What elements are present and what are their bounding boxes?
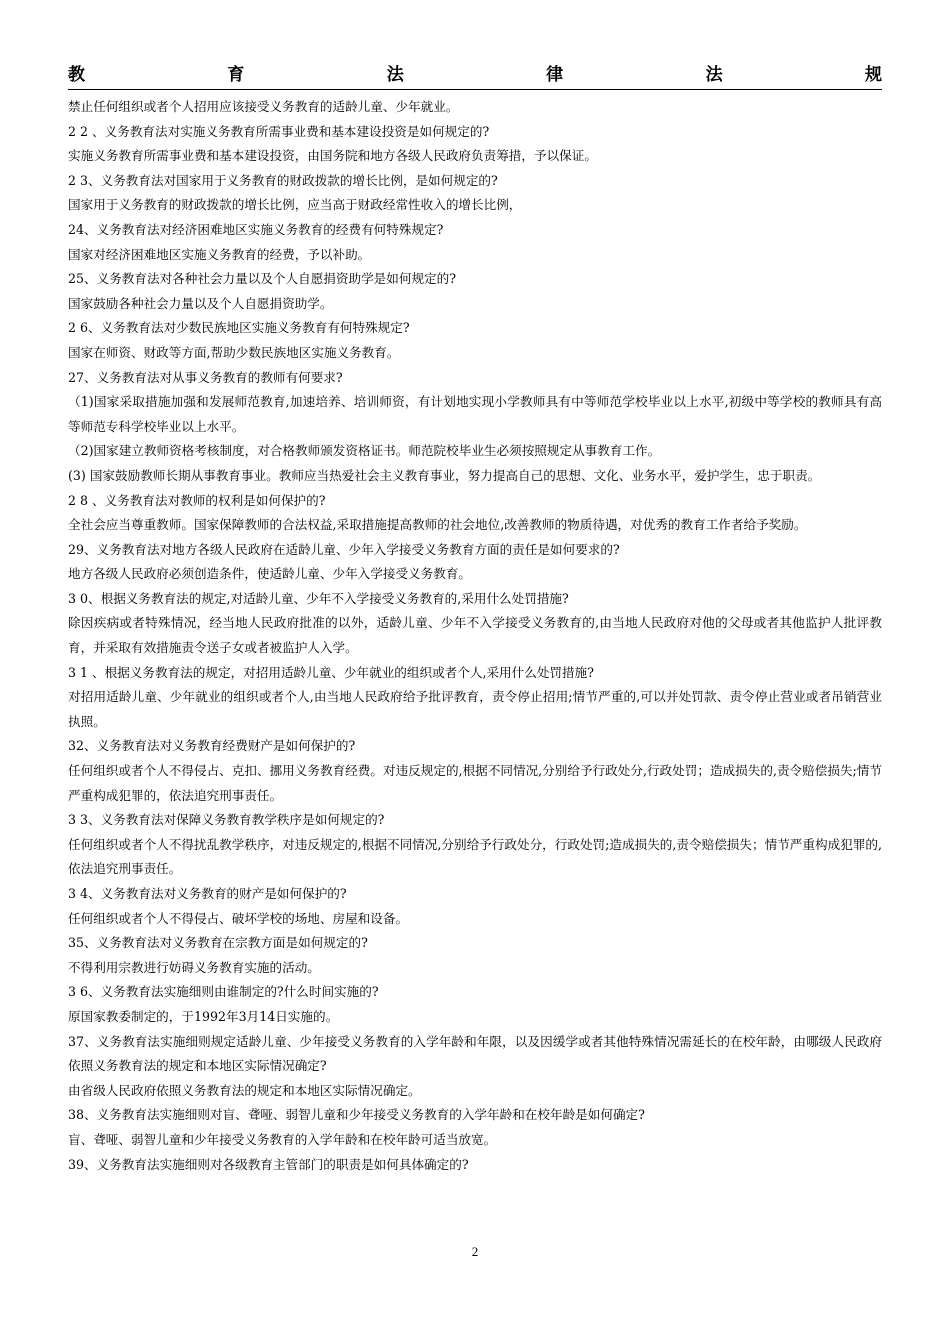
- answer-line: 由省级人民政府依照义务教育法的规定和本地区实际情况确定。: [68, 1082, 421, 1098]
- answer-paragraph: 对招用适龄儿童、少年就业的组织或者个人,由当地人民政府给予批评教育，责令停止招用;情节严重的,可以并处罚款、责令停止营业或者吊销营业执照。: [68, 689, 882, 729]
- question-line: 27、义务教育法对从事义务教育的教师有何要求?: [68, 369, 343, 385]
- answer-paragraph: 除因疾病或者特殊情况，经当地人民政府批准的以外，适龄儿童、少年不入学接受义务教育的,由当地人民政府对他的父母或者其他监护人批评教育，并采取有效措施责令送子女或者被监护人入学。: [68, 615, 882, 656]
- question-line: 3 0、根据义务教育法的规定,对适龄儿童、少年不入学接受义务教育的,采用什么处罚措施?: [68, 590, 569, 606]
- header-char: 规: [864, 65, 882, 85]
- answer-paragraph: 任何组织或者个人不得侵占、克扣、挪用义务教育经费。对违反规定的,根据不同情况,分别给予行政处分,行政处罚；造成损失的,责令赔偿损失;情节严重构成犯罪的，依法追究刑事责任。: [68, 763, 882, 803]
- question-paragraph: 37、义务教育法实施细则规定适龄儿童、少年接受义务教育的入学年龄和年限，以及因缓学或者其他特殊情况需延长的在校年龄，由哪级人民政府依照义务教育法的规定和本地区实际情况确定?: [68, 1033, 882, 1074]
- question-line: 3 3、义务教育法对保障义务教育教学秩序是如何规定的?: [68, 812, 385, 828]
- answer-line: 国家对经济困难地区实施义务教育的经费，予以补助。: [68, 246, 371, 262]
- answer-line: 国家在师资、财政等方面,帮助少数民族地区实施义务教育。: [68, 344, 400, 360]
- answer-line: 地方各级人民政府必须创造条件，使适龄儿童、少年入学接受义务教育。: [68, 566, 471, 582]
- header-char: 法: [386, 65, 404, 85]
- header-char: 育: [227, 65, 245, 85]
- page-header-title: [68, 62, 882, 90]
- question-line: 2 3、义务教育法对国家用于义务教育的财政拨款的增长比例，是如何规定的?: [68, 172, 498, 188]
- answer-paragraph: 全社会应当尊重教师。国家保障教师的合法权益,采取措施提高教师的社会地位,改善教师的物质待遇，对优秀的教育工作者给予奖励。: [68, 517, 807, 533]
- header-char: 教: [68, 65, 85, 85]
- page-number: 2: [471, 1244, 479, 1259]
- document-page: [68, 62, 882, 1177]
- answer-line: 任何组织或者个人不得侵占、破坏学校的场地、房屋和设备。: [68, 910, 409, 926]
- question-line: 38、义务教育法实施细则对盲、聋哑、弱智儿童和少年接受义务教育的入学年龄和在校年龄是如何确定?: [68, 1107, 645, 1123]
- header-char: 律: [546, 65, 564, 85]
- answer-line: 原国家教委制定的，于1992年3月14日实施的。: [68, 1008, 339, 1024]
- question-line: 32、义务教育法对义务教育经费财产是如何保护的?: [68, 738, 356, 754]
- question-line: 2 6、义务教育法对少数民族地区实施义务教育有何特殊规定?: [68, 320, 410, 336]
- answer-line: （2)国家建立教师资格考核制度，对合格教师颁发资格证书。师范院校毕业生必须按照规定从事教育工作。: [68, 443, 661, 459]
- text-line: 禁止任何组织或者个人招用应该接受义务教育的适龄儿童、少年就业。: [68, 99, 459, 114]
- answer-line: 不得利用宗教进行妨碍义务教育实施的活动。: [68, 959, 320, 975]
- question-line: 3 1 、根据义务教育法的规定，对招用适龄儿童、少年就业的组织或者个人,采用什么处罚措施?: [68, 664, 594, 680]
- answer-line: 国家鼓励各种社会力量以及个人自愿捐资助学。: [68, 295, 333, 311]
- answer-line: 国家用于义务教育的财政拨款的增长比例，应当高于财政经常性收入的增长比例，: [68, 197, 522, 213]
- header-char: 法: [705, 65, 723, 85]
- answer-line: 盲、聋哑、弱智儿童和少年接受义务教育的入学年龄和在校年龄可适当放宽。: [68, 1131, 497, 1147]
- question-line: 39、义务教育法实施细则对各级教育主管部门的职责是如何具体确定的?: [68, 1156, 469, 1172]
- question-line: 3 4、义务教育法对义务教育的财产是如何保护的?: [68, 886, 347, 901]
- answer-line: 实施义务教育所需事业费和基本建设投资，由国务院和地方各级人民政府负责筹措，予以保证。: [68, 148, 597, 164]
- question-line: 24、义务教育法对经济困难地区实施义务教育的经费有何特殊规定?: [68, 221, 444, 237]
- question-line: 2 8 、义务教育法对教师的权利是如何保护的?: [68, 492, 326, 508]
- question-line: 29、义务教育法对地方各级人民政府在适龄儿童、少年入学接受义务教育方面的责任是如何要求的?: [68, 541, 620, 557]
- answer-paragraph: (3) 国家鼓励教师长期从事教育事业。教师应当热爱社会主义教育事业，努力提高自己的思想、文化、业务水平，爱护学生，忠于职责。: [68, 467, 821, 483]
- question-line: 25、义务教育法对各种社会力量以及个人自愿捐资助学是如何规定的?: [68, 271, 456, 287]
- question-line: 3 6、义务教育法实施细则由谁制定的?什么时间实施的?: [68, 984, 379, 1000]
- question-line: 2 2 、义务教育法对实施义务教育所需事业费和基本建设投资是如何规定的?: [68, 123, 490, 139]
- body-text: [68, 95, 882, 1177]
- answer-paragraph: 任何组织或者个人不得扰乱教学秩序，对违反规定的,根据不同情况,分别给予行政处分，行政处罚;造成损失的,责令赔偿损失；情节严重构成犯罪的,依法追究刑事责任。: [68, 836, 882, 877]
- answer-paragraph: （1)国家采取措施加强和发展师范教育,加速培养、培训师资，有计划地实现小学教师具有中等师范学校毕业以上水平,初级中等学校的教师具有高等师范专科学校毕业以上水平。: [68, 394, 882, 434]
- question-line: 35、义务教育法对义务教育在宗教方面是如何规定的?: [68, 935, 368, 951]
